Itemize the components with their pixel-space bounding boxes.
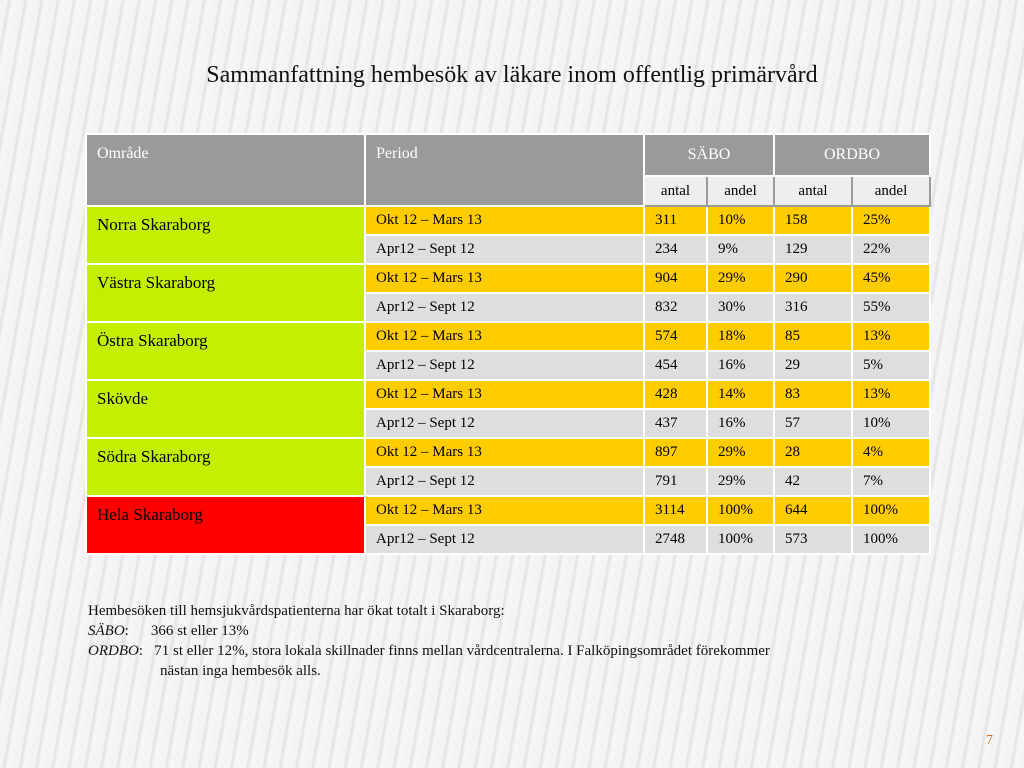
sabo-andel-cell: 29% <box>707 467 774 496</box>
page-number: 7 <box>986 733 993 748</box>
region-name: Västra Skaraborg <box>86 264 365 322</box>
ordbo-andel-cell: 22% <box>852 235 930 264</box>
ordbo-andel-cell: 55% <box>852 293 930 322</box>
ordbo-antal-cell: 158 <box>774 206 852 235</box>
ordbo-antal-cell: 290 <box>774 264 852 293</box>
period-cell: Okt 12 – Mars 13 <box>365 496 644 525</box>
subheader-ordbo-andel: andel <box>852 176 930 206</box>
period-cell: Okt 12 – Mars 13 <box>365 264 644 293</box>
table-row <box>86 264 930 293</box>
period-cell: Okt 12 – Mars 13 <box>365 322 644 351</box>
sabo-andel-cell: 29% <box>707 264 774 293</box>
period-cell: Apr12 – Sept 12 <box>365 293 644 322</box>
sabo-andel-cell: 29% <box>707 438 774 467</box>
period-cell: Apr12 – Sept 12 <box>365 235 644 264</box>
sabo-antal-cell: 832 <box>644 293 707 322</box>
sabo-antal-cell: 574 <box>644 322 707 351</box>
sabo-antal-cell: 2748 <box>644 525 707 554</box>
ordbo-antal-cell: 129 <box>774 235 852 264</box>
summary-notes <box>88 601 968 681</box>
table-row <box>86 206 930 235</box>
sabo-antal-cell: 3114 <box>644 496 707 525</box>
header-row <box>86 134 930 176</box>
region-name-total: Hela Skaraborg <box>86 496 365 554</box>
period-cell: Apr12 – Sept 12 <box>365 409 644 438</box>
region-name: Skövde <box>86 380 365 438</box>
sabo-andel-cell: 16% <box>707 409 774 438</box>
ordbo-antal-cell: 83 <box>774 380 852 409</box>
sabo-andel-cell: 9% <box>707 235 774 264</box>
ordbo-antal-cell: 316 <box>774 293 852 322</box>
sabo-andel-cell: 30% <box>707 293 774 322</box>
region-name: Östra Skaraborg <box>86 322 365 380</box>
sabo-andel-cell: 100% <box>707 496 774 525</box>
notes-ordbo-label: ORDBO <box>88 643 139 659</box>
sabo-antal-cell: 904 <box>644 264 707 293</box>
sabo-andel-cell: 14% <box>707 380 774 409</box>
period-cell: Apr12 – Sept 12 <box>365 525 644 554</box>
region-name: Södra Skaraborg <box>86 438 365 496</box>
notes-ordbo-continued: nästan inga hembesök alls. <box>160 663 321 679</box>
ordbo-andel-cell: 10% <box>852 409 930 438</box>
header-ordbo: ORDBO <box>774 134 930 176</box>
table-row <box>86 438 930 467</box>
header-period: Period <box>365 134 644 206</box>
subheader-sabo-antal: antal <box>644 176 707 206</box>
sabo-andel-cell: 100% <box>707 525 774 554</box>
sabo-antal-cell: 897 <box>644 438 707 467</box>
ordbo-antal-cell: 85 <box>774 322 852 351</box>
summary-table <box>85 133 931 555</box>
ordbo-andel-cell: 45% <box>852 264 930 293</box>
ordbo-antal-cell: 29 <box>774 351 852 380</box>
ordbo-antal-cell: 57 <box>774 409 852 438</box>
ordbo-andel-cell: 100% <box>852 525 930 554</box>
sabo-antal-cell: 454 <box>644 351 707 380</box>
sabo-andel-cell: 10% <box>707 206 774 235</box>
notes-sabo: SÄBO: 366 st eller 13% <box>88 623 249 639</box>
ordbo-andel-cell: 13% <box>852 380 930 409</box>
notes-ordbo: ORDBO: 71 st eller 12%, stora lokala skillnader finns mellan vårdcentralerna. I Falköpingsområdet förekommer <box>88 643 770 659</box>
ordbo-antal-cell: 573 <box>774 525 852 554</box>
table-row <box>86 322 930 351</box>
ordbo-andel-cell: 13% <box>852 322 930 351</box>
sabo-andel-cell: 16% <box>707 351 774 380</box>
ordbo-antal-cell: 28 <box>774 438 852 467</box>
period-cell: Okt 12 – Mars 13 <box>365 438 644 467</box>
sabo-andel-cell: 18% <box>707 322 774 351</box>
table-row <box>86 496 930 525</box>
sabo-antal-cell: 428 <box>644 380 707 409</box>
ordbo-andel-cell: 7% <box>852 467 930 496</box>
subheader-ordbo-antal: antal <box>774 176 852 206</box>
header-sabo: SÄBO <box>644 134 774 176</box>
period-cell: Apr12 – Sept 12 <box>365 351 644 380</box>
subheader-sabo-andel: andel <box>707 176 774 206</box>
ordbo-antal-cell: 644 <box>774 496 852 525</box>
table-row <box>86 380 930 409</box>
notes-ordbo-text: 71 st eller 12%, stora lokala skillnader finns mellan vårdcentralerna. I Falköpingsområdet förekommer <box>154 643 770 659</box>
sabo-antal-cell: 437 <box>644 409 707 438</box>
ordbo-andel-cell: 25% <box>852 206 930 235</box>
sabo-antal-cell: 234 <box>644 235 707 264</box>
notes-sabo-label: SÄBO <box>88 623 125 639</box>
ordbo-andel-cell: 4% <box>852 438 930 467</box>
sabo-antal-cell: 311 <box>644 206 707 235</box>
ordbo-andel-cell: 100% <box>852 496 930 525</box>
period-cell: Okt 12 – Mars 13 <box>365 380 644 409</box>
region-name: Norra Skaraborg <box>86 206 365 264</box>
notes-intro: Hembesöken till hemsjukvårdspatienterna har ökat totalt i Skaraborg: <box>88 603 505 619</box>
ordbo-antal-cell: 42 <box>774 467 852 496</box>
notes-sabo-text: 366 st eller 13% <box>150 623 249 639</box>
sabo-antal-cell: 791 <box>644 467 707 496</box>
slide-title: Sammanfattning hembesök av läkare inom offentlig primärvård <box>206 62 818 88</box>
period-cell: Okt 12 – Mars 13 <box>365 206 644 235</box>
header-omrade: Område <box>86 134 365 206</box>
period-cell: Apr12 – Sept 12 <box>365 467 644 496</box>
ordbo-andel-cell: 5% <box>852 351 930 380</box>
